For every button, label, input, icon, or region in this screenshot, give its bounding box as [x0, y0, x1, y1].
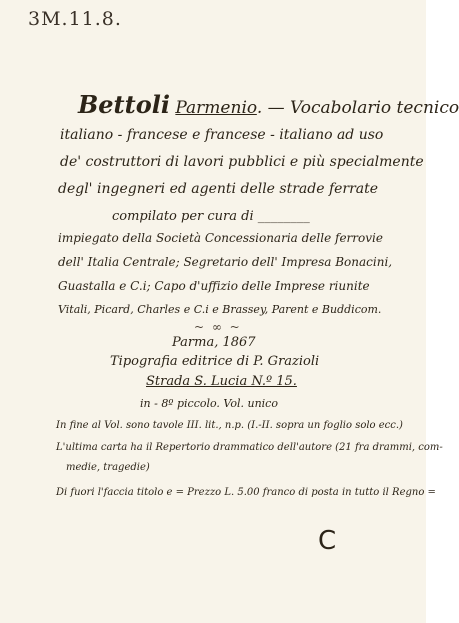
author-first-name: Parmenio: [175, 98, 257, 118]
note-price: Di fuori l'faccia titolo e = Prezzo L. 5.00 franco di posta in tutto il Regno =: [56, 487, 436, 498]
imprint-street: Strada S. Lucia N.º 15.: [146, 374, 297, 389]
body-line-8: Vitali, Picard, Charles e C.i e Brassey, Parent e Buddicom.: [58, 303, 382, 316]
imprint-printer: Tipografia editrice di P. Grazioli: [110, 354, 320, 369]
title-line: [78, 90, 459, 119]
body-line-4: compilato per cura di ________: [112, 209, 310, 224]
body-line-3: degl' ingegneri ed agenti delle strade ferrate: [58, 181, 379, 197]
note-format: in - 8º piccolo. Vol. unico: [140, 397, 278, 410]
body-line-2: de' costruttori di lavori pubblici e più specialmente: [60, 154, 424, 170]
author-surname: Bettoli: [78, 90, 170, 119]
body-line-1: italiano - francese e francese - italiano ad uso: [60, 127, 384, 143]
body-line-6: dell' Italia Centrale; Segretario dell' Impresa Bonacini,: [58, 255, 393, 269]
note-last-leaf-2: medie, tragedie): [66, 462, 150, 473]
flourish: ~ ∞ ~: [194, 320, 242, 334]
body-line-5: impiegato della Società Concessionaria delle ferrovie: [58, 231, 383, 245]
corner-letter: C: [318, 526, 337, 556]
shelfmark: 3M.11.8.: [28, 8, 122, 30]
imprint-place-date: Parma, 1867: [172, 335, 256, 350]
note-plates: In fine al Vol. sono tavole III. lit., n.p. (I.-II. sopra un foglio solo ecc.): [56, 420, 403, 431]
title-start: . — Vocabolario tecnico: [256, 98, 459, 118]
note-last-leaf-1: L'ultima carta ha il Repertorio drammatico dell'autore (21 fra drammi, com-: [56, 442, 443, 453]
body-line-7: Guastalla e C.i; Capo d'uffizio delle Imprese riunite: [58, 279, 370, 293]
